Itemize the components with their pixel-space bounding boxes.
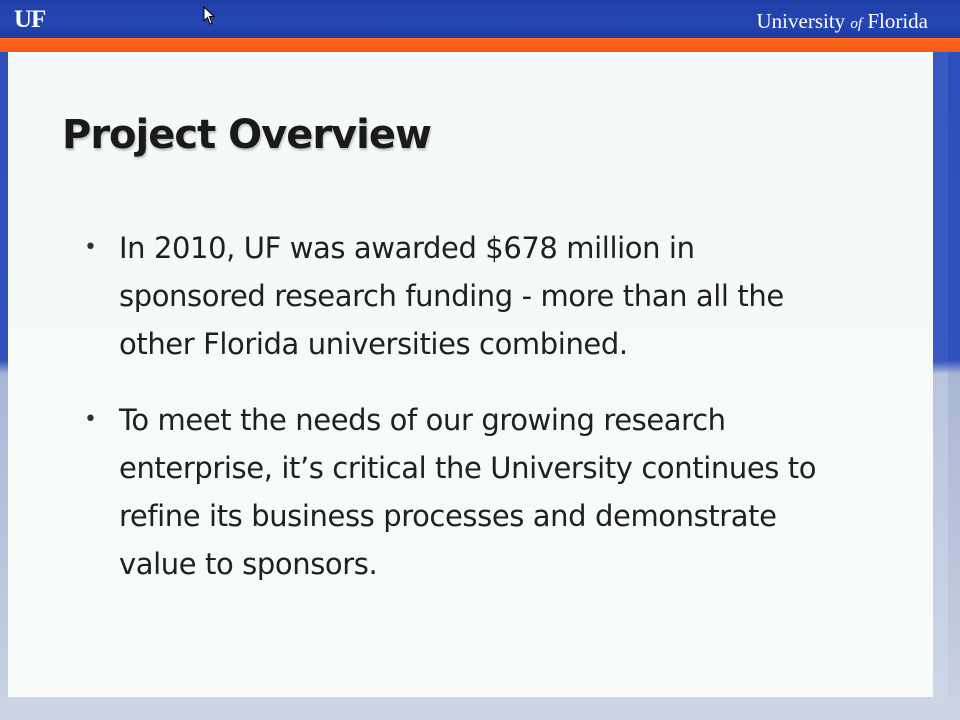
bullet-dot-icon: • <box>84 407 97 432</box>
bullet-text: In 2010, UF was awarded $678 million in sponsored research funding - more than all the other Florida universities combined. <box>119 231 784 361</box>
slide-content-area <box>8 52 933 697</box>
bullet-list <box>84 224 844 616</box>
bullet-item <box>84 396 844 588</box>
slide-bottom-edge <box>0 697 960 720</box>
slide-title: Project Overview <box>62 112 431 158</box>
bullet-dot-icon: • <box>84 235 97 260</box>
university-wordmark-part2: Florida <box>862 9 928 33</box>
orange-accent-stripe <box>0 38 960 52</box>
university-wordmark-of: of <box>850 16 863 32</box>
bullet-item <box>84 224 844 368</box>
slide-right-edge <box>933 52 948 697</box>
mouse-pointer-icon <box>203 6 217 26</box>
university-wordmark-part1: University <box>756 9 851 33</box>
uf-logo: UF <box>14 6 46 33</box>
university-wordmark <box>757 9 929 34</box>
bullet-text: To meet the needs of our growing research enterprise, it’s critical the University continues to refine its business processes and demonstrate value to sponsors. <box>119 403 817 581</box>
